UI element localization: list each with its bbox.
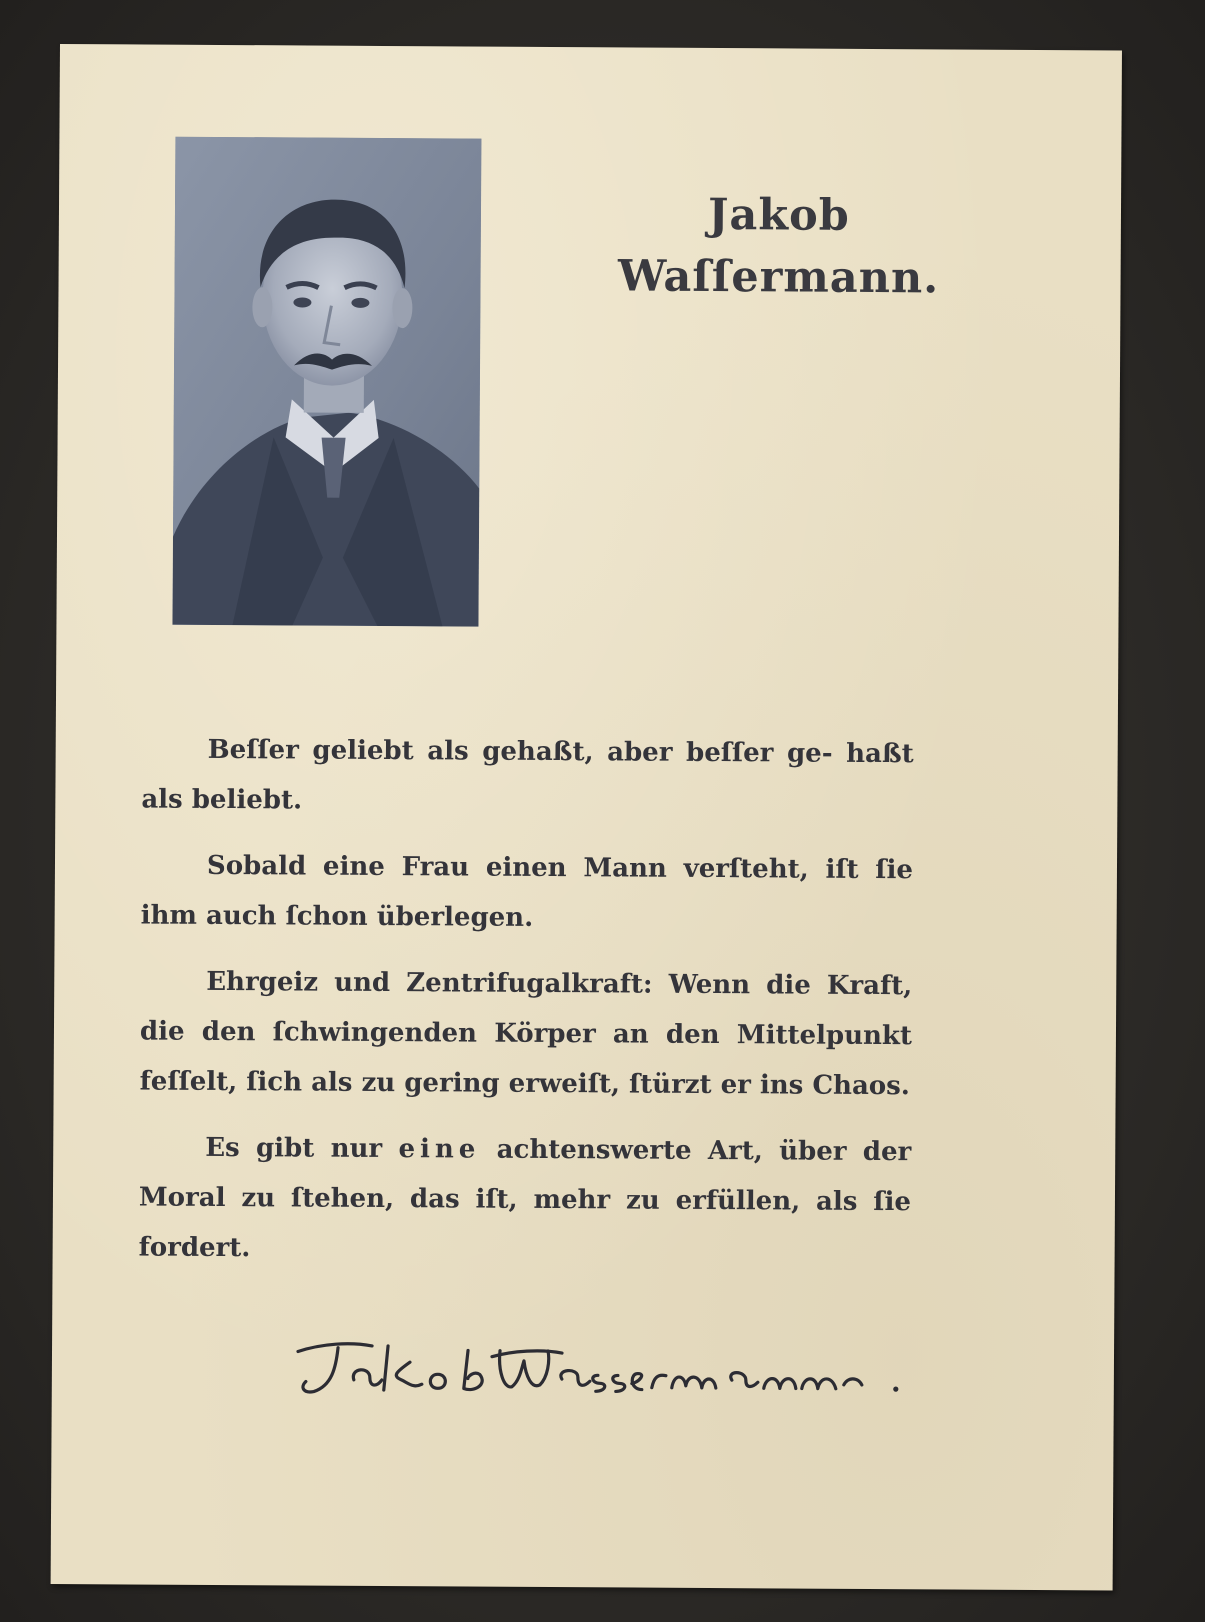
aphorism-emphasis: eine [398, 1134, 481, 1165]
aphorism-paragraph [141, 841, 914, 946]
aphorism-paragraph [141, 725, 914, 830]
portrait-photo [172, 137, 481, 627]
title-first-name: Jakob [707, 189, 850, 241]
aphorism-text-before: Es gibt nur [205, 1132, 399, 1165]
aphorism-paragraph [140, 957, 913, 1112]
portrait-image [172, 137, 481, 627]
handwritten-signature [292, 1329, 912, 1403]
aphorism-paragraph [138, 1123, 911, 1278]
aphorism-text: Beſſer geliebt als gehaßt, aber beſſer ge- haßt als beliebt. [141, 734, 914, 816]
aphorism-text: Sobald eine Frau einen Mann verſteht, iſt ſie ihm auch ſchon überlegen. [140, 850, 914, 933]
postcard [51, 44, 1122, 1590]
signature-image [292, 1329, 912, 1403]
aphorism-text-after: achtenswerte Art, über der Moral zu ſtehen, das iſt, mehr zu erfüllen, als ſie fordert. [138, 1134, 912, 1264]
aphorism-text: Ehrgeiz und Zentrifugalkraft: Wenn die Kraft, die den ſchwingenden Körper an den Mittelpunkt feſſelt, ſich als zu gering erweiſt, ſtürzt er ins Chaos. [139, 966, 913, 1102]
title-last-name: Waſſermann. [617, 251, 940, 304]
aphorisms [138, 725, 913, 1294]
author-name-title [588, 183, 969, 309]
